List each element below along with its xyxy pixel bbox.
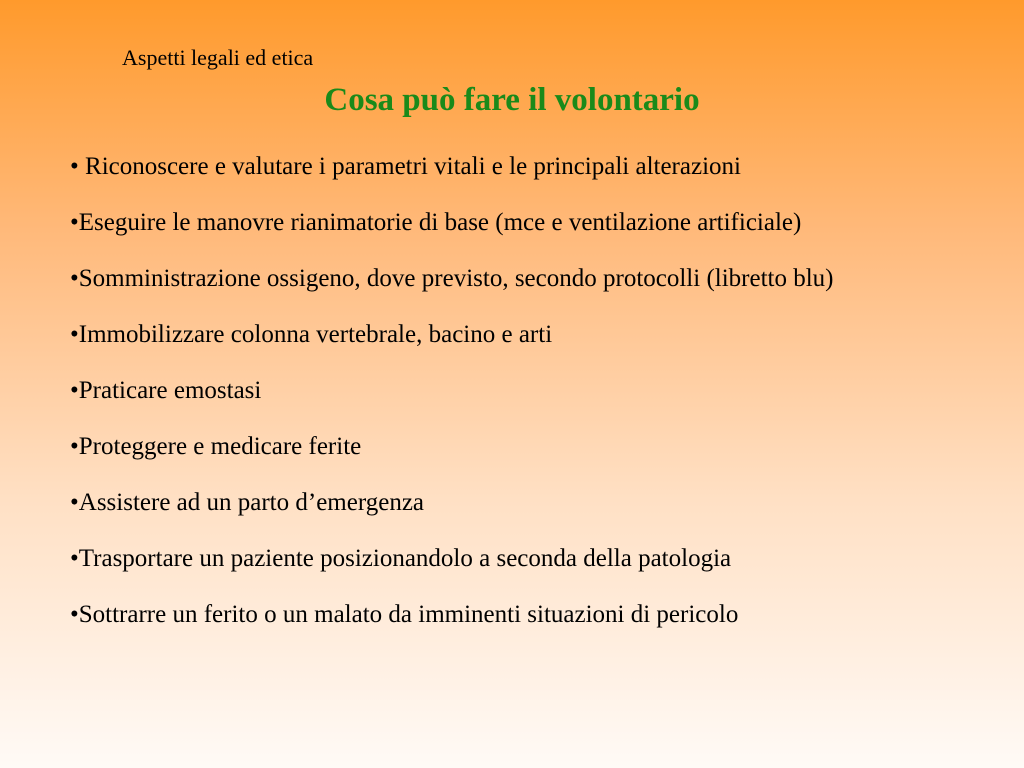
bullet-text: Eseguire le manovre rianimatorie di base (mce e ventilazione artificiale) xyxy=(78,209,802,236)
bullet-marker: • xyxy=(70,153,79,180)
bullet-text: Praticare emostasi xyxy=(78,377,262,404)
bullet-text: Assistere ad un parto d’emergenza xyxy=(78,489,425,516)
bullet-text: Trasportare un paziente posizionandolo a seconda della patologia xyxy=(78,545,732,572)
bullet-text: Proteggere e medicare ferite xyxy=(78,433,362,460)
bullet-item xyxy=(70,318,950,352)
slide-title: Cosa può fare il volontario xyxy=(324,82,700,118)
bullet-item xyxy=(70,150,950,184)
bullet-marker: • xyxy=(70,545,79,572)
bullet-text: Riconoscere e valutare i parametri vitali e le principali alterazioni xyxy=(78,153,741,180)
bullet-item xyxy=(70,374,950,408)
bullet-marker: • xyxy=(70,601,79,628)
bullet-marker: • xyxy=(70,265,79,292)
bullet-marker: • xyxy=(70,377,79,404)
slide-subtitle: Aspetti legali ed etica xyxy=(122,45,314,70)
bullet-marker: • xyxy=(70,489,79,516)
bullet-marker: • xyxy=(70,209,79,236)
bullet-item xyxy=(70,262,950,296)
bullet-item xyxy=(70,598,950,632)
bullet-text: Sottrarre un ferito o un malato da imminenti situazioni di pericolo xyxy=(78,601,739,628)
bullet-item xyxy=(70,206,950,240)
bullet-item xyxy=(70,430,950,464)
bullet-marker: • xyxy=(70,321,79,348)
bullet-text: Somministrazione ossigeno, dove previsto, secondo protocolli (libretto blu) xyxy=(78,265,834,292)
bullet-item xyxy=(70,542,950,576)
bullet-item xyxy=(70,486,950,520)
bullet-marker: • xyxy=(70,433,79,460)
bullet-list xyxy=(70,150,950,654)
bullet-text: Immobilizzare colonna vertebrale, bacino e arti xyxy=(78,321,553,348)
